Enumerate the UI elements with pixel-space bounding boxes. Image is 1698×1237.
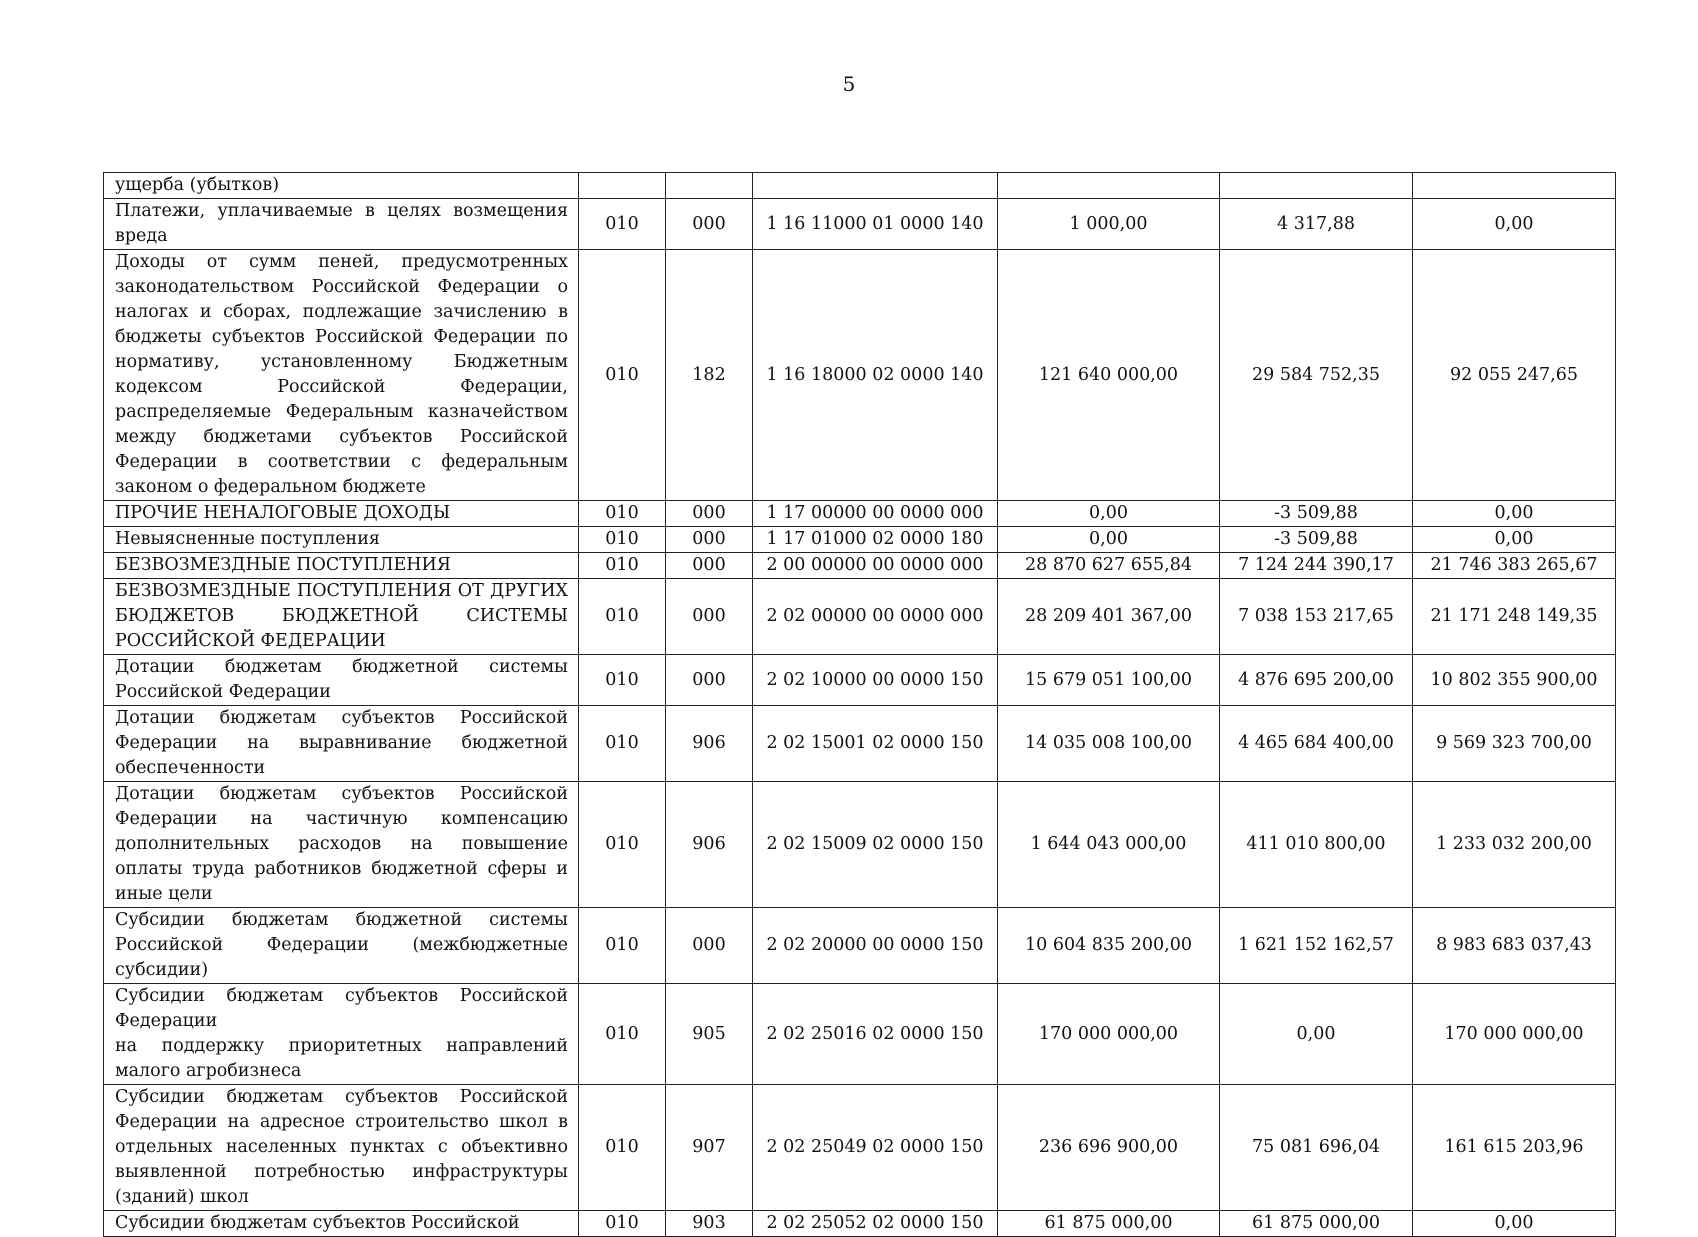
chief-admin-code-cell: 000: [666, 527, 753, 553]
executed-amount-cell: 4 465 684 400,00: [1220, 706, 1413, 782]
approved-amount-cell: 28 870 627 655,84: [998, 553, 1220, 579]
description-cell: Невыясненные поступления: [104, 527, 579, 553]
executed-amount-cell: 61 875 000,00: [1220, 1211, 1413, 1237]
description-cell: Субсидии бюджетам субъектов Российской: [104, 1211, 579, 1237]
table-row: [104, 655, 1616, 706]
remaining-amount-cell: 92 055 247,65: [1413, 250, 1616, 501]
table-row: [104, 527, 1616, 553]
table-row: [104, 501, 1616, 527]
description-cell: БЕЗВОЗМЕЗДНЫЕ ПОСТУПЛЕНИЯ ОТ ДРУГИХ БЮДЖЕТОВ БЮДЖЕТНОЙ СИСТЕМЫ РОССИЙСКОЙ ФЕДЕРАЦИИ: [104, 579, 579, 655]
table-row: [104, 579, 1616, 655]
executed-amount-cell: 29 584 752,35: [1220, 250, 1413, 501]
classification-code-cell: 2 02 15009 02 0000 150: [753, 782, 998, 908]
description-cell: БЕЗВОЗМЕЗДНЫЕ ПОСТУПЛЕНИЯ: [104, 553, 579, 579]
admin-code-cell: 010: [579, 250, 666, 501]
classification-code-cell: 2 02 00000 00 0000 000: [753, 579, 998, 655]
classification-code-cell: [753, 173, 998, 199]
description-cell: Дотации бюджетам субъектов Российской Федерации на частичную компенсацию дополнительных расходов на повышение оплаты труда работников бюджетной сферы и иные цели: [104, 782, 579, 908]
remaining-amount-cell: [1413, 173, 1616, 199]
table-row: [104, 553, 1616, 579]
chief-admin-code-cell: 000: [666, 908, 753, 984]
page-number: 5: [842, 72, 856, 96]
approved-amount-cell: 236 696 900,00: [998, 1085, 1220, 1211]
admin-code-cell: 010: [579, 527, 666, 553]
executed-amount-cell: 4 317,88: [1220, 199, 1413, 250]
remaining-amount-cell: 0,00: [1413, 1211, 1616, 1237]
table-row: [104, 1085, 1616, 1211]
chief-admin-code-cell: 000: [666, 655, 753, 706]
description-cell: Дотации бюджетам субъектов Российской Федерации на выравнивание бюджетной обеспеченности: [104, 706, 579, 782]
description-cell: ущерба (убытков): [104, 173, 579, 199]
classification-code-cell: 2 02 10000 00 0000 150: [753, 655, 998, 706]
classification-code-cell: 2 02 25049 02 0000 150: [753, 1085, 998, 1211]
remaining-amount-cell: 0,00: [1413, 199, 1616, 250]
chief-admin-code-cell: 906: [666, 706, 753, 782]
description-cell: Субсидии бюджетам субъектов Российской Федерации на поддержку приоритетных направлений малого агробизнеса: [104, 984, 579, 1085]
remaining-amount-cell: 21 171 248 149,35: [1413, 579, 1616, 655]
table-row: [104, 173, 1616, 199]
description-cell: ПРОЧИЕ НЕНАЛОГОВЫЕ ДОХОДЫ: [104, 501, 579, 527]
approved-amount-cell: 1 000,00: [998, 199, 1220, 250]
approved-amount-cell: 14 035 008 100,00: [998, 706, 1220, 782]
classification-code-cell: 2 02 20000 00 0000 150: [753, 908, 998, 984]
executed-amount-cell: 7 038 153 217,65: [1220, 579, 1413, 655]
table-row: [104, 199, 1616, 250]
approved-amount-cell: 1 644 043 000,00: [998, 782, 1220, 908]
table-body: [104, 173, 1616, 1237]
description-cell: Платежи, уплачиваемые в целях возмещения вреда: [104, 199, 579, 250]
chief-admin-code-cell: [666, 173, 753, 199]
executed-amount-cell: 411 010 800,00: [1220, 782, 1413, 908]
approved-amount-cell: 121 640 000,00: [998, 250, 1220, 501]
description-cell: Доходы от сумм пеней, предусмотренных законодательством Российской Федерации о налогах и сборах, подлежащие зачислению в бюджеты субъектов Российской Федерации по нормативу, установленному Бюджетным кодексом Российской Федерации, распределяемые Федеральным казначейством между бюджетами субъектов Российской Федерации в соответствии с федеральным законом о федеральном бюджете: [104, 250, 579, 501]
executed-amount-cell: -3 509,88: [1220, 527, 1413, 553]
table-row: [104, 908, 1616, 984]
classification-code-cell: 2 02 25016 02 0000 150: [753, 984, 998, 1085]
approved-amount-cell: 61 875 000,00: [998, 1211, 1220, 1237]
remaining-amount-cell: 9 569 323 700,00: [1413, 706, 1616, 782]
chief-admin-code-cell: 000: [666, 553, 753, 579]
approved-amount-cell: 170 000 000,00: [998, 984, 1220, 1085]
executed-amount-cell: 1 621 152 162,57: [1220, 908, 1413, 984]
admin-code-cell: 010: [579, 199, 666, 250]
approved-amount-cell: 28 209 401 367,00: [998, 579, 1220, 655]
admin-code-cell: 010: [579, 782, 666, 908]
remaining-amount-cell: 8 983 683 037,43: [1413, 908, 1616, 984]
remaining-amount-cell: 0,00: [1413, 501, 1616, 527]
executed-amount-cell: 0,00: [1220, 984, 1413, 1085]
chief-admin-code-cell: 905: [666, 984, 753, 1085]
classification-code-cell: 1 16 18000 02 0000 140: [753, 250, 998, 501]
chief-admin-code-cell: 182: [666, 250, 753, 501]
description-cell: Субсидии бюджетам бюджетной системы Российской Федерации (межбюджетные субсидии): [104, 908, 579, 984]
approved-amount-cell: 0,00: [998, 501, 1220, 527]
admin-code-cell: 010: [579, 579, 666, 655]
executed-amount-cell: -3 509,88: [1220, 501, 1413, 527]
table-row: [104, 706, 1616, 782]
approved-amount-cell: 15 679 051 100,00: [998, 655, 1220, 706]
table-row: [104, 782, 1616, 908]
chief-admin-code-cell: 000: [666, 579, 753, 655]
classification-code-cell: 2 00 00000 00 0000 000: [753, 553, 998, 579]
remaining-amount-cell: 1 233 032 200,00: [1413, 782, 1616, 908]
admin-code-cell: 010: [579, 706, 666, 782]
approved-amount-cell: 0,00: [998, 527, 1220, 553]
admin-code-cell: [579, 173, 666, 199]
description-cell: Дотации бюджетам бюджетной системы Российской Федерации: [104, 655, 579, 706]
approved-amount-cell: [998, 173, 1220, 199]
executed-amount-cell: 75 081 696,04: [1220, 1085, 1413, 1211]
approved-amount-cell: 10 604 835 200,00: [998, 908, 1220, 984]
admin-code-cell: 010: [579, 984, 666, 1085]
admin-code-cell: 010: [579, 908, 666, 984]
admin-code-cell: 010: [579, 553, 666, 579]
classification-code-cell: 2 02 15001 02 0000 150: [753, 706, 998, 782]
remaining-amount-cell: 21 746 383 265,67: [1413, 553, 1616, 579]
budget-revenue-table: [103, 172, 1616, 1237]
remaining-amount-cell: 161 615 203,96: [1413, 1085, 1616, 1211]
classification-code-cell: 1 17 00000 00 0000 000: [753, 501, 998, 527]
chief-admin-code-cell: 903: [666, 1211, 753, 1237]
chief-admin-code-cell: 000: [666, 501, 753, 527]
classification-code-cell: 2 02 25052 02 0000 150: [753, 1211, 998, 1237]
chief-admin-code-cell: 000: [666, 199, 753, 250]
chief-admin-code-cell: 906: [666, 782, 753, 908]
table-row: [104, 1211, 1616, 1237]
chief-admin-code-cell: 907: [666, 1085, 753, 1211]
executed-amount-cell: 7 124 244 390,17: [1220, 553, 1413, 579]
admin-code-cell: 010: [579, 1085, 666, 1211]
admin-code-cell: 010: [579, 501, 666, 527]
admin-code-cell: 010: [579, 1211, 666, 1237]
remaining-amount-cell: 10 802 355 900,00: [1413, 655, 1616, 706]
table-row: [104, 250, 1616, 501]
admin-code-cell: 010: [579, 655, 666, 706]
description-cell: Субсидии бюджетам субъектов Российской Федерации на адресное строительство школ в отдельных населенных пунктах с объективно выявленной потребностью инфраструктуры (зданий) школ: [104, 1085, 579, 1211]
classification-code-cell: 1 16 11000 01 0000 140: [753, 199, 998, 250]
table-row: [104, 984, 1616, 1085]
remaining-amount-cell: 170 000 000,00: [1413, 984, 1616, 1085]
executed-amount-cell: [1220, 173, 1413, 199]
classification-code-cell: 1 17 01000 02 0000 180: [753, 527, 998, 553]
remaining-amount-cell: 0,00: [1413, 527, 1616, 553]
executed-amount-cell: 4 876 695 200,00: [1220, 655, 1413, 706]
